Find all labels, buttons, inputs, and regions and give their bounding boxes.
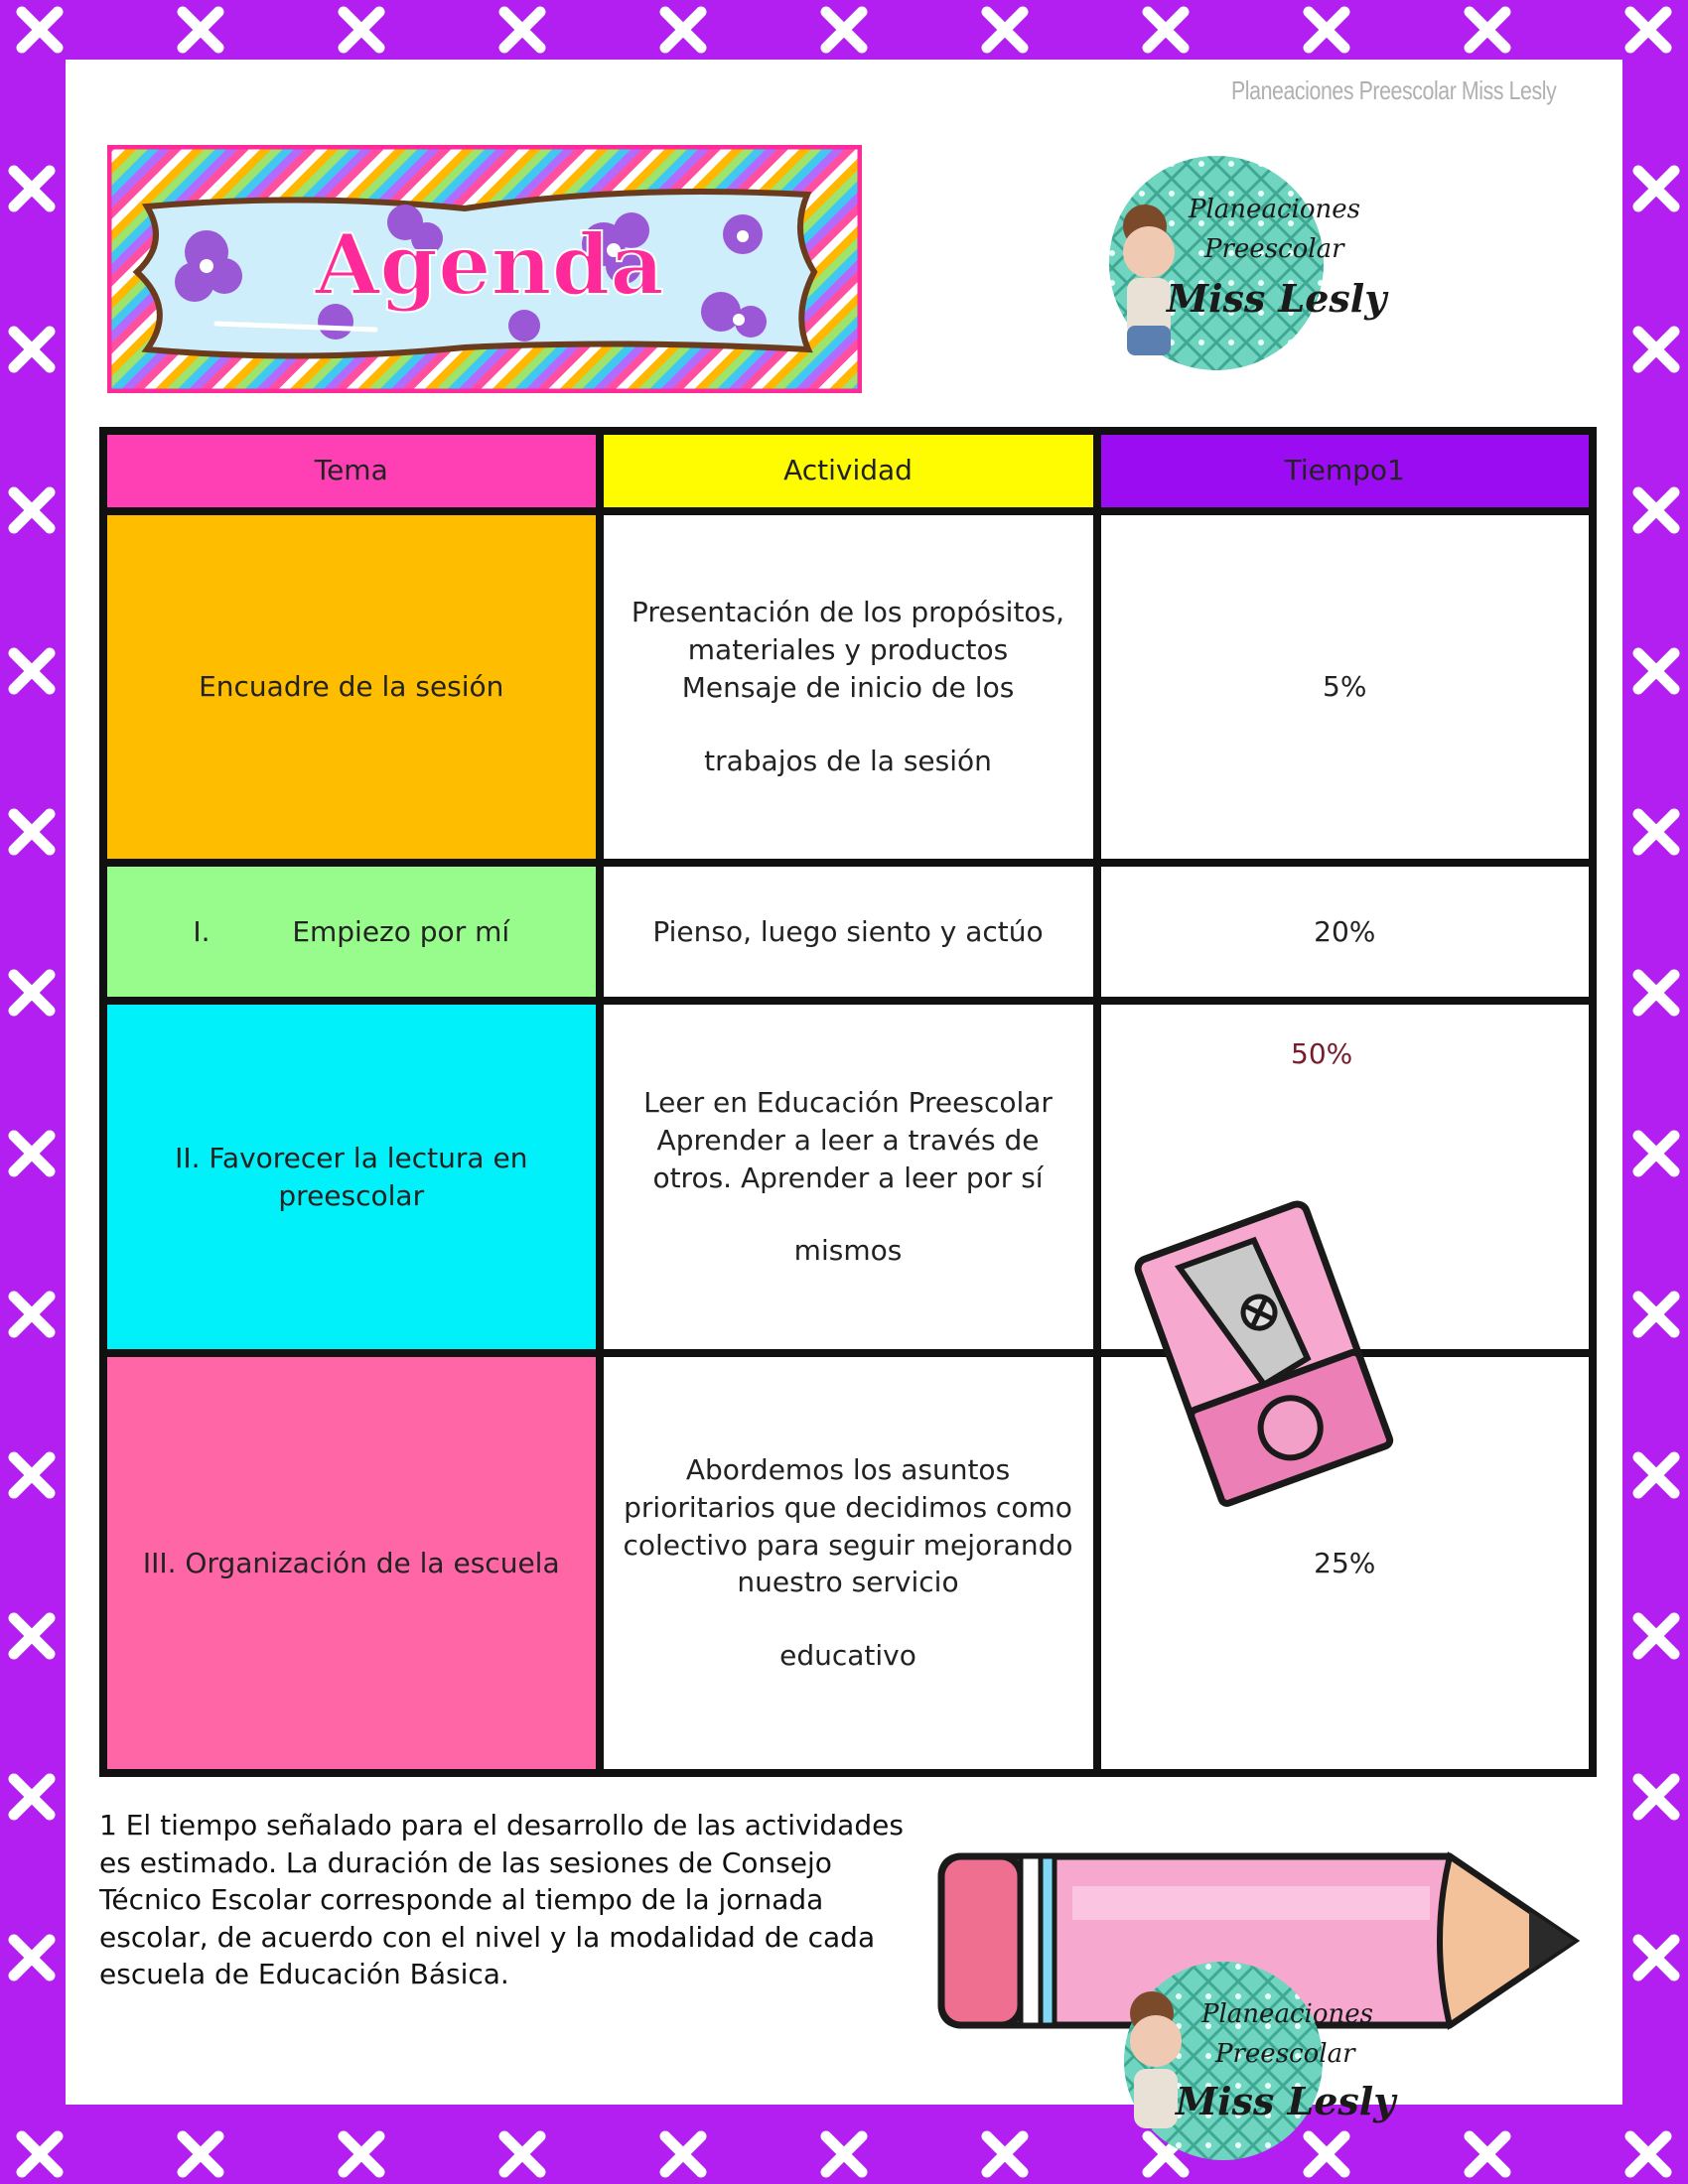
x-mark-icon — [665, 2136, 701, 2172]
x-mark-icon — [1638, 1457, 1674, 1493]
logo-line-2: Preescolar — [1215, 2039, 1355, 2069]
actividad-line: Presentación de los propósitos, materiales y productos — [631, 596, 1065, 667]
x-mark-icon — [183, 12, 218, 48]
banner-title: Agenda — [315, 215, 664, 314]
actividad-line: Pienso, luego siento y actúo — [652, 914, 1044, 948]
x-mark-icon — [22, 2136, 58, 2172]
x-mark-icon — [665, 12, 701, 48]
x-mark-icon — [1638, 1136, 1674, 1171]
x-mark-icon — [14, 492, 50, 528]
x-mark-icon — [1638, 1618, 1674, 1654]
actividad-line: educativo — [779, 1639, 916, 1673]
table-row — [103, 511, 1593, 864]
actividad-line: Abordemos los asuntos prioritarios que decidimos como colectivo para seguir mejorando nuestro servicio — [623, 1452, 1073, 1599]
x-mark-icon — [14, 332, 50, 367]
actividad-line: trabajos de la sesión — [704, 744, 992, 777]
x-mark-icon — [1630, 12, 1666, 48]
table-row — [103, 863, 1593, 1001]
sharpener-icon — [1132, 1181, 1410, 1509]
x-mark-icon — [1470, 2136, 1505, 2172]
x-mark-icon — [1638, 975, 1674, 1011]
tema-cell: II. Favorecer la lectura en preescolar — [103, 1001, 600, 1353]
x-mark-icon — [1638, 171, 1674, 206]
header-tema: Tema — [103, 431, 600, 511]
x-mark-icon — [1638, 653, 1674, 689]
x-mark-icon — [344, 12, 379, 48]
tema-cell: III. Organización de la escuela — [103, 1353, 600, 1773]
tema-cell: Encuadre de la sesión — [103, 511, 600, 864]
x-mark-icon — [504, 12, 540, 48]
watermark-text: Planeaciones Preescolar Miss Lesly — [1231, 75, 1557, 105]
x-mark-icon — [1638, 1297, 1674, 1332]
actividad-cell — [600, 1001, 1097, 1353]
x-mark-icon — [1470, 12, 1505, 48]
x-mark-icon — [1638, 1940, 1674, 1976]
x-mark-icon — [14, 171, 50, 206]
x-mark-icon — [14, 975, 50, 1011]
agenda-banner — [107, 145, 862, 393]
logo-top — [1097, 149, 1387, 377]
tiempo-cell: 5% — [1097, 511, 1594, 864]
logo-line-1: Planeaciones — [1189, 195, 1360, 224]
x-mark-icon — [344, 2136, 379, 2172]
x-mark-icon — [14, 653, 50, 689]
header-actividad: Actividad — [600, 431, 1097, 511]
x-mark-icon — [1638, 1779, 1674, 1815]
x-mark-icon — [1148, 12, 1184, 48]
x-mark-icon — [987, 12, 1023, 48]
actividad-line: mismos — [793, 1234, 903, 1268]
tema-number: I. — [193, 914, 211, 948]
actividad-cell — [600, 863, 1097, 1001]
actividad-cell — [600, 511, 1097, 864]
x-mark-icon — [1638, 814, 1674, 850]
actividad-line: Leer en Educación Preescolar Aprender a leer a través de otros. Aprender a leer por sí — [643, 1085, 1053, 1194]
logo-line-1: Planeaciones — [1201, 1999, 1373, 2029]
x-mark-icon — [14, 1136, 50, 1171]
x-mark-icon — [1638, 332, 1674, 367]
x-mark-icon — [1309, 12, 1344, 48]
x-mark-icon — [14, 1940, 50, 1976]
footnote: 1 El tiempo señalado para el desarrollo de las actividades es estimado. La duración de las sesiones de Consejo Técnico Escolar corresponde al tiempo de la jornada escolar, de acuerdo con el nivel y la modalidad de cada escuela de Educación Básica. — [99, 1809, 904, 1991]
table-header-row — [103, 431, 1593, 511]
logo-line-2: Preescolar — [1204, 234, 1344, 264]
actividad-line: Mensaje de inicio de los — [681, 670, 1015, 704]
x-mark-icon — [14, 1618, 50, 1654]
x-mark-icon — [987, 2136, 1023, 2172]
x-mark-icon — [14, 1297, 50, 1332]
x-mark-icon — [504, 2136, 540, 2172]
logo-bottom — [1104, 1952, 1396, 2160]
x-mark-icon — [14, 1457, 50, 1493]
agenda-table — [99, 427, 1597, 1777]
x-mark-icon — [183, 2136, 218, 2172]
x-mark-icon — [14, 1779, 50, 1815]
x-mark-icon — [22, 12, 58, 48]
tema-cell — [103, 863, 600, 1001]
tiempo-cell: 25% — [1097, 1353, 1594, 1773]
logo-line-3: Miss Lesly — [1167, 276, 1387, 321]
x-mark-icon — [14, 814, 50, 850]
logo-line-3: Miss Lesly — [1176, 2079, 1396, 2123]
x-mark-icon — [826, 2136, 862, 2172]
tiempo-cell: 20% — [1097, 863, 1594, 1001]
x-mark-icon — [1638, 492, 1674, 528]
tema-text: Empiezo por mí — [292, 914, 510, 948]
x-mark-icon — [1630, 2136, 1666, 2172]
actividad-cell — [600, 1353, 1097, 1773]
x-mark-icon — [826, 12, 862, 48]
tiempo-value-50: 50% — [1291, 1037, 1353, 1070]
header-tiempo: Tiempo1 — [1097, 431, 1594, 511]
